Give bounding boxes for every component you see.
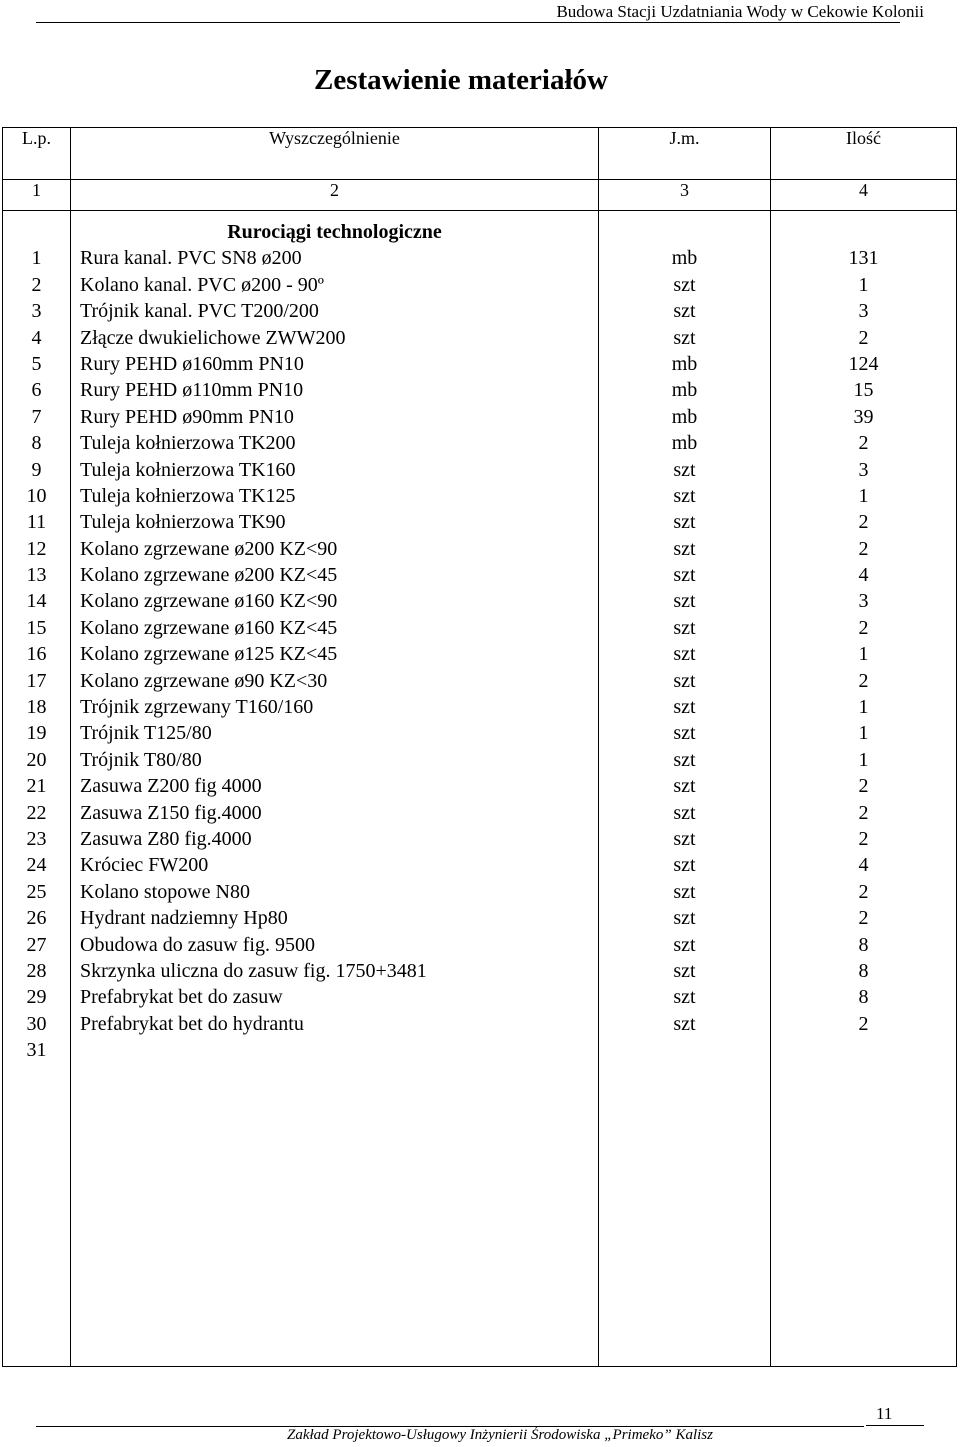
row-name: Tuleja kołnierzowa TK160 [80, 458, 296, 481]
row-name: Prefabrykat bet do hydrantu [80, 1012, 304, 1035]
row-qty: 4 [858, 564, 869, 587]
row-qty: 2 [858, 326, 869, 349]
row-unit: szt [673, 986, 696, 1009]
top-spacer [771, 211, 956, 219]
row-qty: 2 [858, 616, 869, 639]
row-qty: 1 [858, 748, 869, 771]
header-name: Wyszczególnienie [71, 128, 599, 180]
row-qty: 2 [858, 1012, 869, 1035]
footer-text: Zakład Projektowo-Usługowy Inżynierii Środowiska „Primeko” Kalisz [287, 1427, 713, 1443]
row-unit: szt [673, 933, 696, 956]
row-name: Hydrant nadziemny Hp80 [80, 907, 288, 930]
row-name: Zasuwa Z150 fig.4000 [80, 801, 262, 824]
row-lp: 8 [31, 432, 42, 455]
row-qty: 2 [858, 907, 869, 930]
row-unit [599, 1037, 770, 1063]
table-header-row [3, 128, 957, 180]
row-lp: 16 [26, 643, 47, 666]
row-qty: 1 [858, 273, 869, 296]
row-unit: szt [673, 273, 696, 296]
row-lp: 13 [26, 564, 47, 587]
row-lp: 10 [26, 484, 47, 507]
row-unit: mb [671, 352, 698, 375]
row-unit: szt [673, 775, 696, 798]
row-lp: 26 [26, 907, 47, 930]
row-lp: 30 [26, 1012, 47, 1035]
column-number-3: 3 [599, 180, 771, 211]
row-lp: 31 [26, 1039, 47, 1062]
row-qty: 1 [858, 696, 869, 719]
row-lp: 24 [26, 854, 47, 877]
row-qty: 8 [858, 933, 869, 956]
row-name: Kolano zgrzewane ø125 KZ<45 [80, 643, 338, 666]
row-unit: szt [673, 643, 696, 666]
page-number: 11 [876, 1404, 893, 1423]
row-name: Trójnik T80/80 [80, 748, 202, 771]
row-name: Kolano zgrzewane ø160 KZ<45 [80, 616, 338, 639]
row-lp: 19 [26, 722, 47, 745]
row-lp: 7 [31, 405, 42, 428]
row-lp: 20 [26, 748, 47, 771]
row-unit: szt [673, 907, 696, 930]
row-qty: 1 [858, 643, 869, 666]
column-number-4: 4 [771, 180, 957, 211]
column-number-row [3, 180, 957, 211]
name-column [71, 211, 599, 1367]
row-name: Trójnik kanal. PVC T200/200 [80, 300, 319, 323]
row-lp: 27 [26, 933, 47, 956]
row-qty: 1 [858, 722, 869, 745]
row-qty: 2 [858, 775, 869, 798]
row-name [71, 1037, 598, 1063]
row-qty: 39 [853, 405, 874, 428]
document-title: Zestawienie materiałów [314, 64, 608, 96]
row-lp: 5 [31, 352, 42, 375]
row-name: Kolano zgrzewane ø90 KZ<30 [80, 669, 328, 692]
row-unit: szt [673, 880, 696, 903]
row-name: Rura kanal. PVC SN8 ø200 [80, 247, 302, 270]
row-name: Trójnik T125/80 [80, 722, 212, 745]
top-spacer [599, 211, 770, 219]
row-unit: mb [671, 405, 698, 428]
row-unit: szt [673, 590, 696, 613]
row-unit: szt [673, 1012, 696, 1035]
row-lp: 28 [26, 959, 47, 982]
row-lp: 4 [31, 326, 42, 349]
row-name: Kolano zgrzewane ø200 KZ<90 [80, 537, 338, 560]
row-unit: szt [673, 326, 696, 349]
row-lp: 3 [31, 300, 42, 323]
row-lp: 6 [31, 379, 42, 402]
row-lp: 1 [31, 247, 42, 270]
row-qty: 2 [858, 432, 869, 455]
page-number-rule [866, 1425, 924, 1426]
header-divider [36, 22, 900, 23]
row-unit: szt [673, 854, 696, 877]
table-body-row [3, 211, 957, 1367]
row-unit: szt [673, 564, 696, 587]
row-name: Skrzynka uliczna do zasuw fig. 1750+3481 [80, 959, 427, 982]
row-qty: 2 [858, 537, 869, 560]
column-number-2: 2 [71, 180, 599, 211]
row-name: Kolano stopowe N80 [80, 880, 250, 903]
row-lp: 25 [26, 880, 47, 903]
row-qty: 2 [858, 669, 869, 692]
row-qty: 1 [858, 484, 869, 507]
row-name: Tuleja kołnierzowa TK200 [80, 432, 296, 455]
lp-column [3, 211, 71, 1367]
row-name: Tuleja kołnierzowa TK125 [80, 484, 296, 507]
row-lp: 22 [26, 801, 47, 824]
row-unit: szt [673, 827, 696, 850]
column-number-1: 1 [3, 180, 71, 211]
row-qty: 2 [858, 511, 869, 534]
row-unit: szt [673, 696, 696, 719]
row-qty: 4 [858, 854, 869, 877]
materials-table [2, 127, 957, 1367]
row-lp: 23 [26, 827, 47, 850]
row-unit: szt [673, 537, 696, 560]
qty-column [771, 211, 957, 1367]
row-lp: 12 [26, 537, 47, 560]
row-name: Kolano zgrzewane ø200 KZ<45 [80, 564, 338, 587]
row-name: Trójnik zgrzewany T160/160 [80, 696, 314, 719]
row-name: Zasuwa Z80 fig.4000 [80, 827, 252, 850]
unit-column [599, 211, 771, 1367]
row-qty: 2 [858, 880, 869, 903]
row-lp: 15 [26, 616, 47, 639]
row-lp: 9 [31, 458, 42, 481]
row-name: Rury PEHD ø110mm PN10 [80, 379, 304, 402]
row-qty: 2 [858, 827, 869, 850]
row-lp: 21 [26, 775, 47, 798]
row-unit: szt [673, 722, 696, 745]
row-lp: 29 [26, 986, 47, 1009]
top-spacer [71, 211, 598, 219]
row-lp: 14 [26, 590, 47, 613]
header-lp: L.p. [3, 128, 71, 180]
top-spacer [3, 211, 70, 219]
header-qty: Ilość [771, 128, 957, 180]
row-unit: mb [671, 247, 698, 270]
row-lp: 11 [26, 511, 47, 534]
row-lp: 18 [26, 696, 47, 719]
row-lp: 17 [26, 669, 47, 692]
row-qty: 8 [858, 986, 869, 1009]
row-unit: szt [673, 484, 696, 507]
row-name: Złącze dwukielichowe ZWW200 [80, 326, 346, 349]
row-unit: szt [673, 458, 696, 481]
row-name: Króciec FW200 [80, 854, 209, 877]
row-unit: szt [673, 300, 696, 323]
row-qty [771, 1037, 956, 1063]
row-unit: szt [673, 616, 696, 639]
row-name: Kolano zgrzewane ø160 KZ<90 [80, 590, 338, 613]
row-qty: 3 [858, 300, 869, 323]
row-qty: 2 [858, 801, 869, 824]
row-name: Obudowa do zasuw fig. 9500 [80, 933, 315, 956]
row-name: Rury PEHD ø90mm PN10 [80, 405, 294, 428]
row-qty: 15 [853, 379, 874, 402]
row-name: Kolano kanal. PVC ø200 - 90º [80, 273, 324, 296]
row-name: Prefabrykat bet do zasuw [80, 986, 283, 1009]
row-name: Rury PEHD ø160mm PN10 [80, 352, 304, 375]
row-qty: 3 [858, 458, 869, 481]
header-title: Budowa Stacji Uzdatniania Wody w Cekowie Kolonii [556, 2, 924, 21]
section-spacer [3, 219, 70, 245]
row-lp: 2 [31, 273, 42, 296]
row-unit: szt [673, 511, 696, 534]
row-name: Tuleja kołnierzowa TK90 [80, 511, 286, 534]
row-qty: 3 [858, 590, 869, 613]
row-unit: mb [671, 379, 698, 402]
row-qty: 124 [848, 352, 879, 375]
section-spacer [771, 219, 956, 245]
section-title: Rurociągi technologiczne [227, 221, 442, 243]
row-name: Zasuwa Z200 fig 4000 [80, 775, 262, 798]
row-unit: szt [673, 748, 696, 771]
row-qty: 8 [858, 959, 869, 982]
row-unit: szt [673, 959, 696, 982]
row-qty: 131 [848, 247, 879, 270]
row-unit: szt [673, 801, 696, 824]
header-unit: J.m. [599, 128, 771, 180]
section-spacer [599, 219, 770, 245]
row-unit: mb [671, 432, 698, 455]
row-unit: szt [673, 669, 696, 692]
